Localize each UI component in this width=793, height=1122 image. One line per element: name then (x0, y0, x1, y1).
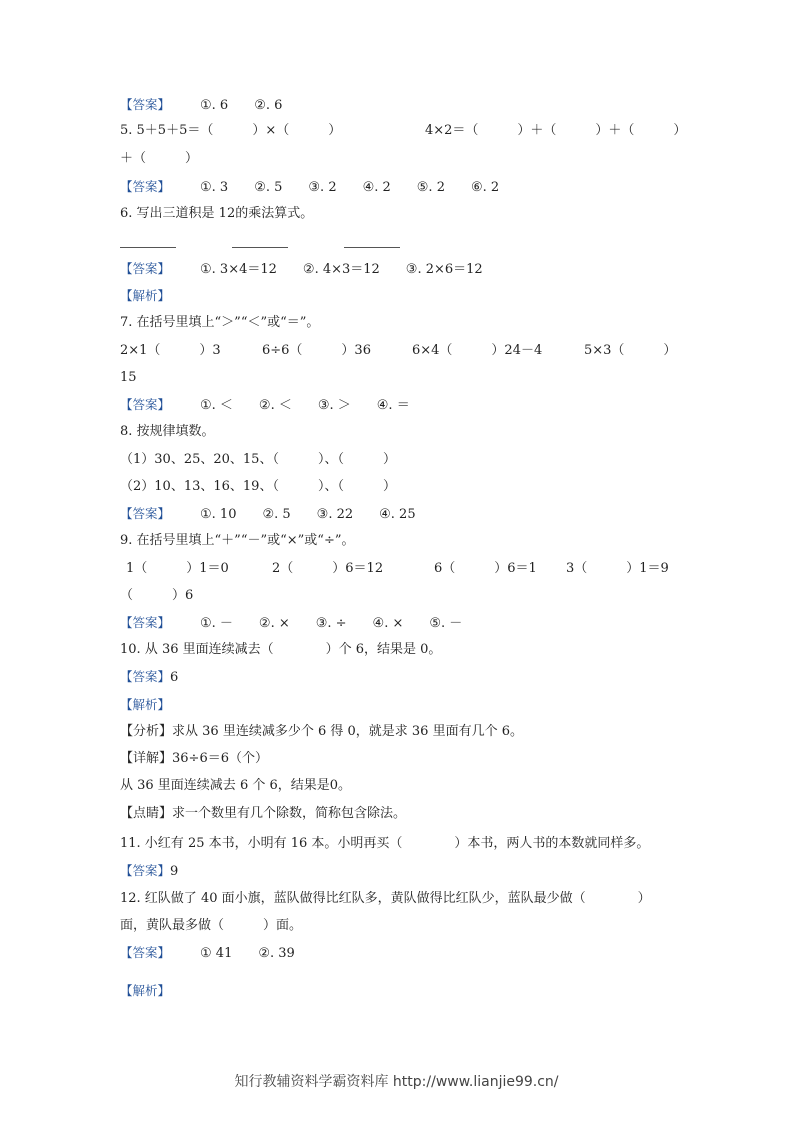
q6-stem: 6. 写出三道积是 12的乘法算式。 (120, 206, 314, 221)
q11-stem: 11. 小红有 25 本书，小明有 16 本。小明再买（ ）本书，两人书的本数就同样多。 (120, 836, 650, 851)
q7-answer-line (120, 396, 410, 415)
answer-tag: 【答案】 (120, 863, 171, 878)
q10-stem: 10. 从 36 里面连续减去（ ）个 6，结果是 0。 (120, 642, 442, 657)
q5-stem-part2: 4×2＝（ ）＋（ ）＋（ ） (425, 123, 687, 138)
answer-tag: 【答案】 (120, 615, 171, 630)
q7-line2: 15 (120, 370, 137, 385)
answer-tag: 【答案】 (120, 97, 171, 112)
answer-tag: 【答案】 (120, 179, 171, 194)
q9-answer-line (120, 614, 462, 633)
q10-answer-line (120, 668, 178, 687)
footer-watermark: 知行教辅资料学霸资料库 http://www.lianjie99.cn/ (234, 1074, 559, 1090)
answer-tag: 【答案】 (120, 397, 171, 412)
q7-item-3: 6×4（ ）24－4 (412, 343, 543, 358)
answer-text: ①. 6 ②. 6 (200, 98, 283, 113)
q7-item-4: 5×3（ ） (584, 343, 677, 358)
q10-conclusion: 从 36 里面连续减去 6 个 6，结果是0。 (120, 778, 352, 793)
answer-text: 9 (170, 864, 179, 879)
answer-tag: 【答案】 (120, 669, 171, 684)
q4-answer-line (120, 96, 282, 115)
dianjing-text: 求一个数里有几个除数，简称包含除法。 (172, 806, 407, 821)
q10-dianjing-line (120, 805, 406, 823)
q10-xiangjie-line (120, 750, 268, 768)
q9-item-4: 3（ ）1＝9 (566, 561, 669, 576)
q9-item-3: 6（ ）6＝1 (434, 561, 537, 576)
q12-stem-line2: 面，黄队最多做（ ）面。 (120, 918, 303, 933)
answer-text: ① 41 ②. 39 (200, 946, 295, 961)
fenxi-text: 求从 36 里连续减多少个 6 得 0，就是求 36 里面有几个 6。 (172, 724, 523, 739)
q8-stem: 8. 按规律填数。 (120, 424, 215, 439)
q10-fenxi-line (120, 723, 523, 741)
q9-line2: （ ）6 (120, 588, 194, 603)
answer-blank-2 (232, 247, 288, 248)
answer-blank-3 (344, 247, 400, 248)
q12-stem-line1: 12. 红队做了 40 面小旗，蓝队做得比红队多，黄队做得比红队少，蓝队最少做（ ） (120, 891, 651, 906)
q5-answer-line (120, 178, 499, 197)
q8-answer-line (120, 505, 416, 524)
xiangjie-tag: 【详解】 (120, 751, 173, 766)
answer-blank-1 (120, 247, 176, 248)
answer-tag: 【答案】 (120, 506, 171, 521)
q6-analysis-tag: 【解析】 (120, 288, 171, 303)
answer-text: ①. ＜ ②. ＜ ③. ＞ ④. ＝ (200, 398, 410, 413)
q6-answer-line (120, 260, 483, 279)
q12-analysis-tag: 【解析】 (120, 983, 171, 998)
answer-tag: 【答案】 (120, 945, 171, 960)
answer-text: ①. 3×4＝12 ②. 4×3＝12 ③. 2×6＝12 (200, 262, 483, 277)
answer-tag: 【答案】 (120, 261, 171, 276)
answer-text: ①. 10 ②. 5 ③. 22 ④. 25 (200, 507, 416, 522)
answer-text: 6 (170, 670, 179, 685)
q12-answer-line (120, 944, 295, 963)
dianjing-tag: 【点睛】 (120, 806, 173, 821)
q7-stem: 7. 在括号里填上“＞”“＜”或“＝”。 (120, 315, 320, 330)
q9-stem: 9. 在括号里填上“＋”“－”或“×”或“÷”。 (120, 533, 355, 548)
answer-text: ①. － ②. × ③. ÷ ④. × ⑤. － (200, 616, 463, 631)
q7-item-1: 2×1（ ）3 (120, 343, 221, 358)
q11-answer-line (120, 862, 178, 881)
xiangjie-text: 36÷6＝6（个） (172, 751, 268, 766)
fenxi-tag: 【分析】 (120, 724, 173, 739)
q5-stem-line2: ＋（ ） (120, 151, 199, 166)
q7-item-2: 6÷6（ ）36 (262, 343, 371, 358)
q5-stem-part1: 5. 5＋5＋5＝（ ）×（ ） (120, 123, 342, 138)
answer-text: ①. 3 ②. 5 ③. 2 ④. 2 ⑤. 2 ⑥. 2 (200, 180, 500, 195)
q9-item-1: 1（ ）1＝0 (126, 561, 229, 576)
q10-analysis-tag: 【解析】 (120, 697, 171, 712)
q8-line1: （1）30、25、20、15、（ ）、（ ） (120, 452, 396, 467)
q8-line2: （2）10、13、16、19、（ ）、（ ） (120, 479, 396, 494)
q9-item-2: 2（ ）6＝12 (272, 561, 384, 576)
